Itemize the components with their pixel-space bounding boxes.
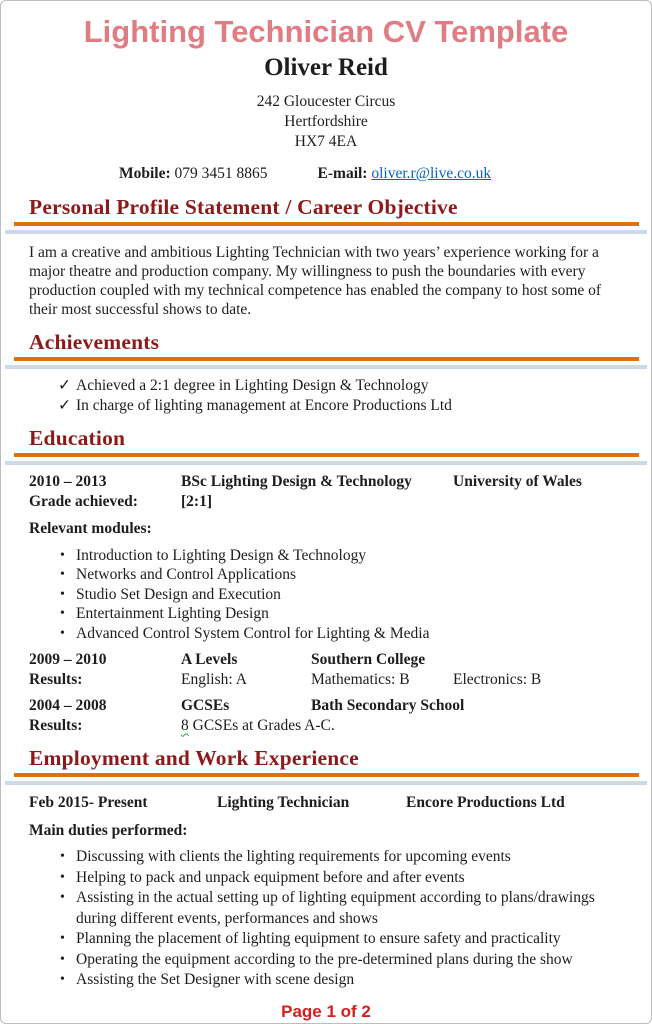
module-item [1, 565, 651, 585]
result-value: Mathematics: B [311, 670, 410, 688]
education-entry-alevels [29, 650, 627, 689]
grade-label: Grade achieved: [29, 492, 138, 510]
orange-divider [14, 357, 639, 361]
duty-text: Helping to pack and unpack equipment before and after events [76, 868, 465, 886]
job-title: Lighting Technician [217, 794, 350, 811]
module-text: Entertainment Lighting Design [76, 605, 269, 622]
duties-list [1, 847, 651, 991]
duty-text: Planning the placement of lighting equipment to ensure safety and practicality [76, 930, 561, 947]
duty-item [1, 970, 651, 991]
job-company: Encore Productions Ltd [406, 794, 565, 811]
bullet-icon: • [60, 586, 65, 602]
profile-statement-text: I am a creative and ambitious Lighting Technician with two years’ experience working for a major theatre and production company. My willingness to push the boundaries with every production coupled with my technical competence has enabled the company to host some of their most successful shows to date. [29, 244, 602, 318]
candidate-name: Oliver Reid [264, 54, 388, 81]
section-heading-education: Education [29, 426, 126, 450]
grade-value: [2:1] [181, 492, 212, 510]
bullet-icon: • [60, 625, 65, 641]
section-heading-achievements: Achievements [29, 330, 160, 354]
duty-text: Assisting in the actual setting up of lighting equipment according to plans/drawings during different events, performances and shows [76, 889, 595, 927]
result-value: English: A [181, 670, 247, 688]
education-qualification: A Levels [181, 651, 238, 668]
module-item [1, 604, 651, 624]
education-entry-gcses [29, 696, 627, 735]
duty-item [1, 868, 651, 889]
module-text: Advanced Control System Control for Lighting & Media [76, 624, 430, 642]
address-line-3: HX7 4EA [294, 133, 358, 150]
mobile-label: Mobile: [119, 165, 171, 182]
section-heading-profile: Personal Profile Statement / Career Objective [29, 195, 458, 219]
page-number: Page 1 of 2 [281, 1001, 371, 1021]
duty-item [1, 950, 651, 971]
duty-text: Discussing with clients the lighting requirements for upcoming events [76, 848, 511, 865]
address-line-1: 242 Gloucester Circus [256, 93, 396, 110]
email-label: E-mail: [317, 165, 368, 182]
bullet-icon: • [60, 890, 65, 905]
bullet-icon: • [60, 606, 65, 621]
education-dates: 2004 – 2008 [29, 697, 107, 714]
modules-list [1, 546, 651, 644]
mobile-entry [119, 165, 268, 182]
module-item [1, 546, 651, 566]
relevant-modules-label: Relevant modules: [29, 520, 152, 537]
achievement-item [1, 376, 651, 396]
address-line-2: Hertfordshire [284, 113, 368, 130]
module-text: Introduction to Lighting Design & Technology [76, 546, 367, 564]
blue-divider [5, 230, 647, 234]
bullet-icon: • [60, 567, 65, 582]
page-title: Lighting Technician CV Template [83, 14, 569, 49]
orange-divider [14, 453, 639, 457]
duty-item [1, 847, 651, 868]
main-duties-label: Main duties performed: [29, 821, 188, 839]
job-dates: Feb 2015- Present [29, 794, 148, 811]
results-label: Results: [29, 670, 83, 688]
education-qualification: GCSEs [181, 697, 230, 714]
duty-item [1, 929, 651, 950]
education-school: University of Wales [453, 473, 582, 490]
education-school: Bath Secondary School [311, 697, 465, 714]
result-value [181, 716, 627, 736]
bullet-icon: • [60, 951, 65, 967]
bullet-icon: • [60, 869, 65, 885]
bullet-icon: • [60, 547, 65, 563]
contact-row [119, 164, 651, 184]
education-entry-degree [29, 472, 627, 511]
result-value: Electronics: B [453, 670, 542, 688]
education-dates: 2010 – 2013 [29, 473, 107, 490]
bullet-icon: • [60, 972, 65, 987]
section-heading-employment: Employment and Work Experience [29, 746, 359, 770]
duty-text: Operating the equipment according to the pre-determined plans during the show [76, 950, 573, 968]
email-entry [318, 165, 492, 182]
module-item [1, 585, 651, 605]
check-icon: ✓ [58, 396, 71, 414]
email-link[interactable]: oliver.r@live.co.uk [371, 165, 492, 182]
duty-text: Assisting the Set Designer with scene design [76, 971, 355, 988]
orange-divider [14, 222, 639, 226]
achievement-text: Achieved a 2:1 degree in Lighting Design & Technology [76, 377, 429, 394]
mobile-value: 079 3451 8865 [174, 165, 268, 182]
module-item [1, 624, 651, 644]
blue-divider [5, 781, 647, 785]
gcse-count-grammar-mark: 8 [181, 716, 189, 734]
orange-divider [14, 773, 639, 777]
achievement-text: In charge of lighting management at Encore Productions Ltd [76, 396, 452, 414]
education-dates: 2009 – 2010 [29, 651, 107, 668]
blue-divider [5, 461, 647, 465]
achievement-item [1, 396, 651, 416]
education-school: Southern College [311, 651, 426, 668]
duty-item [1, 888, 651, 929]
results-label: Results: [29, 716, 83, 734]
blue-divider [5, 365, 647, 369]
bullet-icon: • [60, 849, 65, 864]
employment-entry [29, 793, 627, 813]
achievements-list [1, 376, 651, 415]
address-block [1, 92, 651, 152]
education-qualification: BSc Lighting Design & Technology [181, 473, 412, 490]
bullet-icon: • [60, 931, 65, 946]
module-text: Networks and Control Applications [76, 566, 296, 583]
module-text: Studio Set Design and Execution [76, 585, 281, 603]
check-icon: ✓ [58, 377, 71, 394]
gcse-results-text: GCSEs at Grades A-C. [188, 716, 335, 734]
